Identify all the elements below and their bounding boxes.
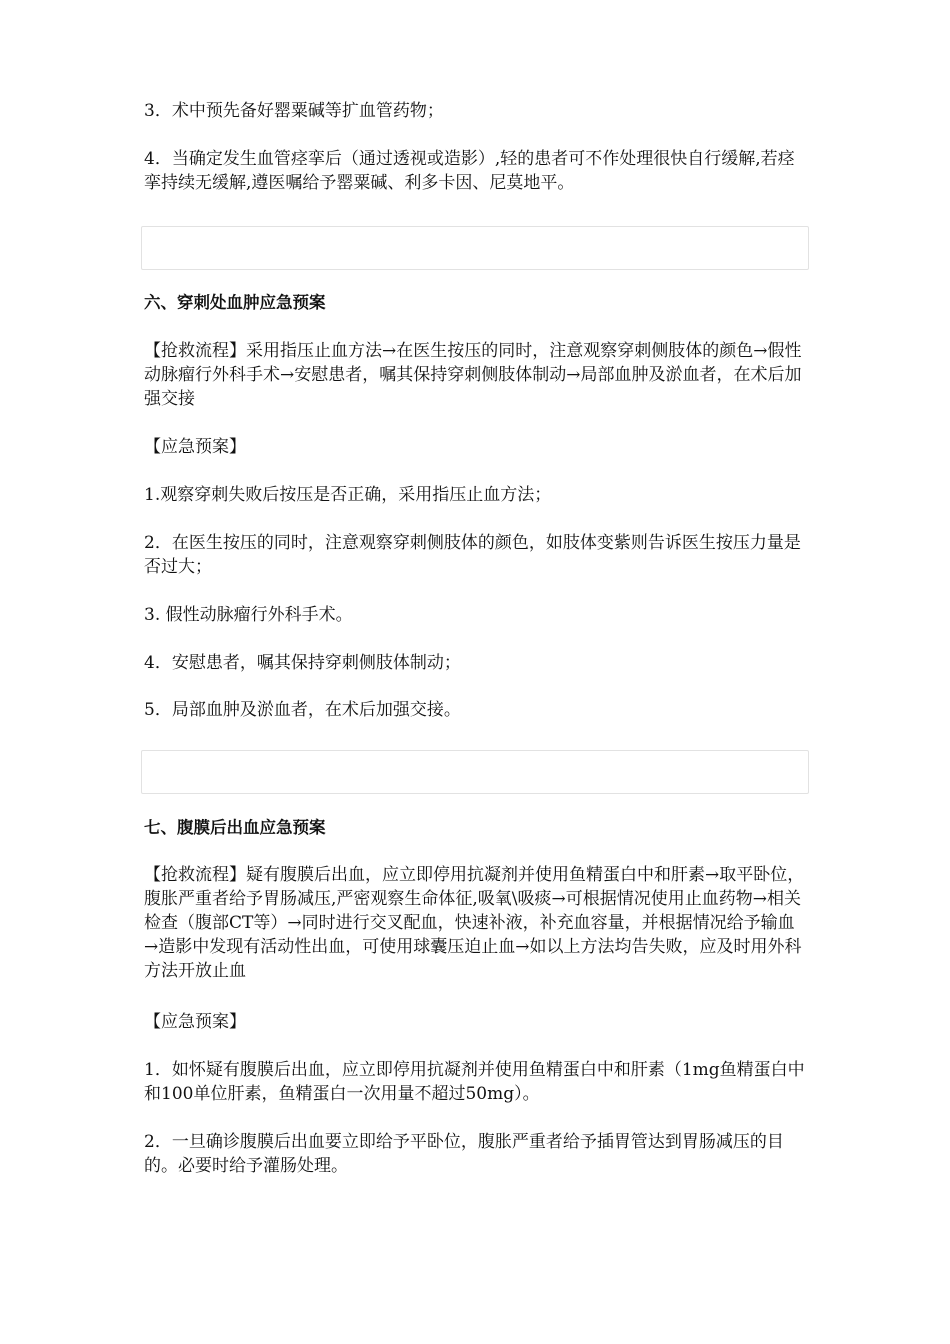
section-divider-box [141,226,809,270]
s7-title: 七、腹膜后出血应急预案 [144,818,326,837]
s6-plan-heading: 【应急预案】 [144,437,246,457]
s5-item-3: 3．术中预先备好罂粟碱等扩血管药物； [144,101,444,121]
s5-item-4: 4．当确定发生血管痉挛后（通过透视或造影）,轻的患者可不作处理很快自行缓解,若痉挛持续无缓解,遵医嘱给予罂粟碱、利多卡因、尼莫地平。 [144,149,795,193]
s6-title: 六、穿刺处血肿应急预案 [144,293,326,312]
s6-flow: 【抢救流程】采用指压止血方法→在医生按压的同时，注意观察穿刺侧肢体的颜色→假性动脉瘤行外科手术→安慰患者，嘱其保持穿刺侧肢体制动→局部血肿及淤血者，在术后加强交接 [144,341,802,409]
s7-flow: 【抢救流程】疑有腹膜后出血，应立即停用抗凝剂并使用鱼精蛋白中和肝素→取平卧位，腹胀严重者给予胃肠减压,严密观察生命体征,吸氧\吸痰→可根据情况使用止血药物→相关检查（腹部CT等）→同时进行交叉配血，快速补液，补充血容量，并根据情况给予输血→造影中发现有活动性出血，可使用球囊压迫止血→如以上方法均告失败，应及时用外科方法开放止血 [144,865,805,981]
s6-item-3: 3. 假性动脉瘤行外科手术。 [144,605,353,625]
section-divider-box [141,750,809,794]
s6-item-2: 2．在医生按压的同时，注意观察穿刺侧肢体的颜色，如肢体变紫则告诉医生按压力量是否过大； [144,533,801,577]
s6-item-5: 5．局部血肿及淤血者，在术后加强交接。 [144,700,461,720]
s7-item-1: 1．如怀疑有腹膜后出血，应立即停用抗凝剂并使用鱼精蛋白中和肝素（1mg鱼精蛋白中和100单位肝素，鱼精蛋白一次用量不超过50mg）。 [144,1060,805,1104]
s6-item-4: 4．安慰患者，嘱其保持穿刺侧肢体制动； [144,653,461,673]
s6-item-1: 1.观察穿刺失败后按压是否正确，采用指压止血方法； [144,485,552,505]
s7-item-2: 2．一旦确诊腹膜后出血要立即给予平卧位，腹胀严重者给予插胃管达到胃肠减压的目的。必要时给予灌肠处理。 [144,1132,784,1176]
s7-plan-heading: 【应急预案】 [144,1012,246,1032]
